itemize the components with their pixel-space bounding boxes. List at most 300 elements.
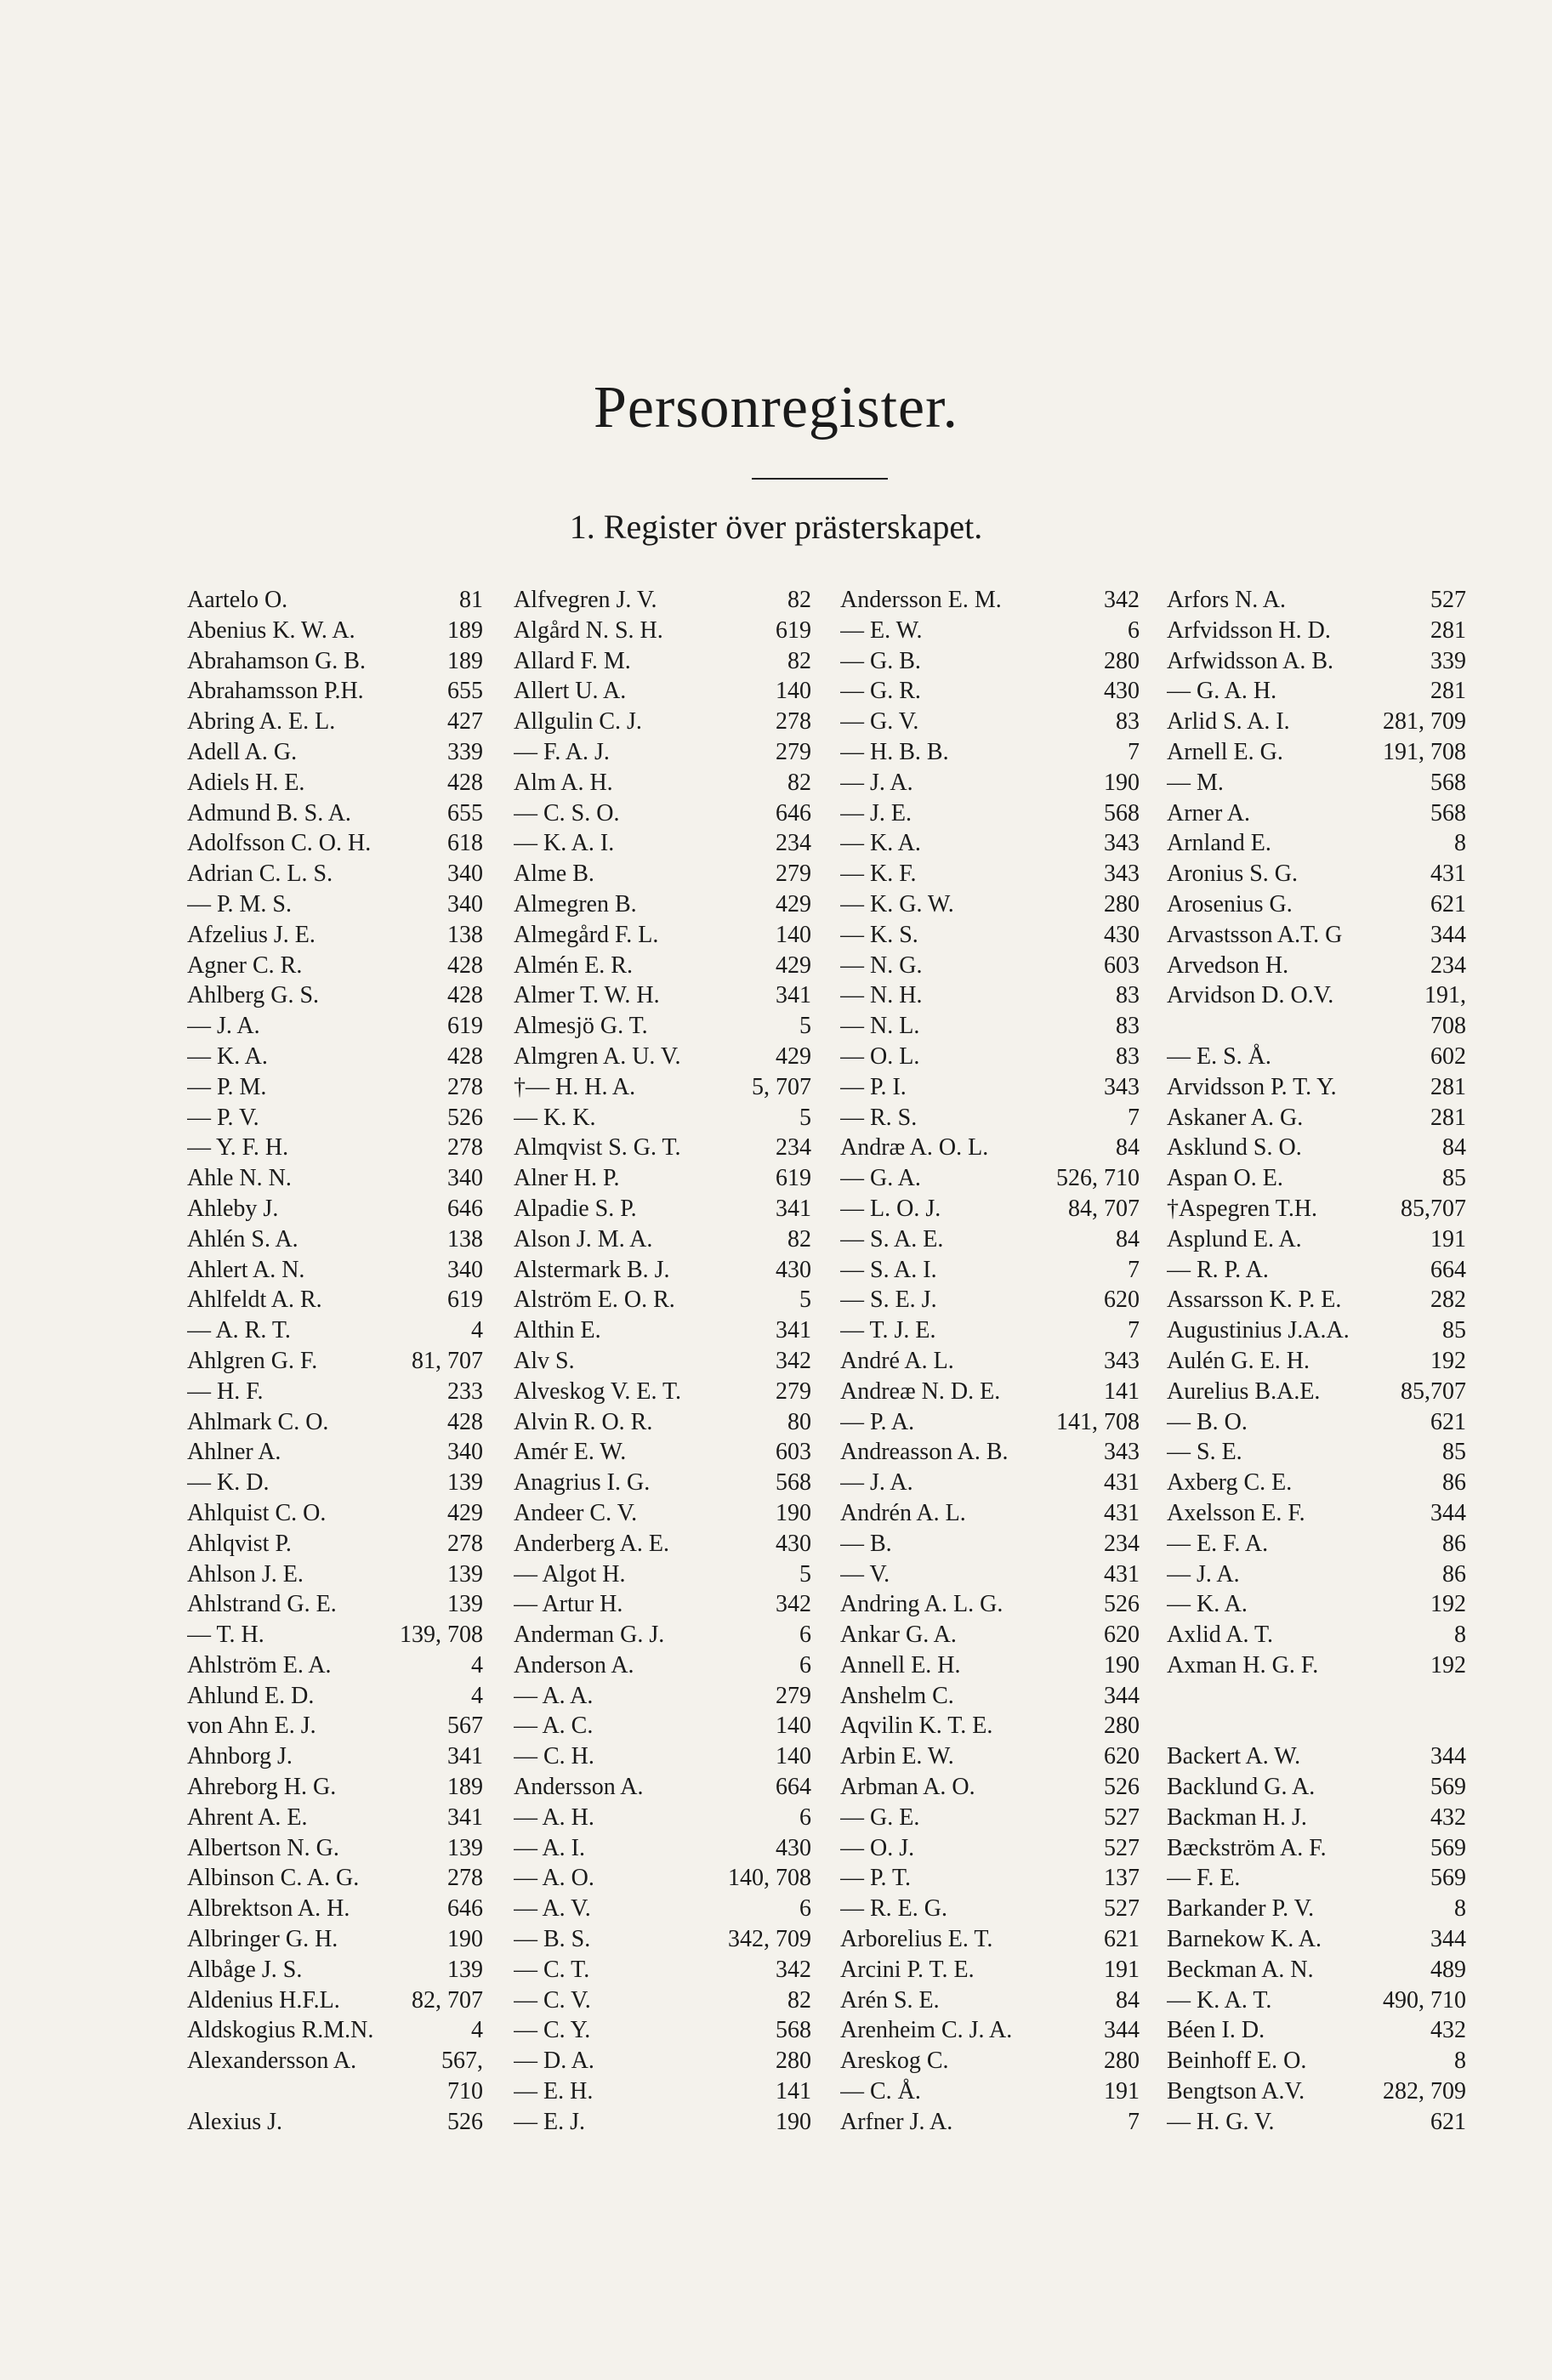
entry-name: Ahlberg G. S.	[187, 982, 320, 1009]
entry-pages: 281	[1430, 678, 1466, 705]
entry-name: — K. S.	[840, 921, 918, 948]
entry-name: Alpadie S. P.	[514, 1195, 637, 1222]
entry-pages: 86	[1442, 1560, 1466, 1588]
entry-pages: 664	[776, 1774, 811, 1801]
register-entry	[187, 1589, 483, 1620]
entry-pages: 340	[447, 1256, 483, 1283]
register-entry	[514, 1224, 811, 1255]
register-entry	[187, 1924, 483, 1955]
entry-pages: 82	[787, 647, 811, 674]
register-entry	[1167, 920, 1466, 951]
entry-name: Andersson A.	[514, 1774, 644, 1801]
entry-pages: 428	[447, 769, 483, 796]
register-entry	[840, 1224, 1140, 1255]
entry-name: Almén E. R.	[514, 951, 633, 979]
entry-pages: 82, 707	[412, 1986, 483, 2014]
entry-pages: 646	[447, 1895, 483, 1923]
register-entry	[840, 920, 1140, 951]
entry-pages: 621	[1104, 1926, 1140, 1953]
register-entry	[1167, 1407, 1466, 1438]
entry-name: Almgren A. U. V.	[514, 1042, 681, 1070]
entry-name: Assarsson K. P. E.	[1167, 1287, 1342, 1314]
entry-pages: 567	[447, 1713, 483, 1740]
entry-pages: 141	[1104, 1377, 1140, 1405]
entry-name: — A. H.	[514, 1803, 594, 1831]
register-entry	[514, 1681, 811, 1712]
entry-name: Arborelius E. T.	[840, 1926, 993, 1953]
register-entry	[187, 1833, 483, 1864]
entry-name: Backert A. W.	[1167, 1743, 1301, 1770]
register-entry	[514, 1741, 811, 1772]
register-entry	[1167, 2015, 1466, 2046]
entry-name: Arbman A. O.	[840, 1774, 975, 1801]
register-entry	[187, 1346, 483, 1377]
register-entry	[1167, 1529, 1466, 1559]
register-entry	[514, 585, 811, 616]
register-entry	[514, 2076, 811, 2107]
register-entry	[1167, 1955, 1466, 1985]
entry-pages: 279	[776, 861, 811, 888]
entry-pages: 432	[1430, 2017, 1466, 2044]
entry-pages: 138	[447, 1225, 483, 1252]
entry-pages: 344	[1430, 1499, 1466, 1526]
entry-pages: 234	[776, 1134, 811, 1162]
entry-pages: 568	[1430, 799, 1466, 826]
register-entry	[840, 1924, 1140, 1955]
register-entry	[187, 951, 483, 981]
entry-name: Ahleby J.	[187, 1195, 279, 1222]
entry-pages: 342, 709	[728, 1926, 811, 1953]
entry-pages: 281	[1430, 616, 1466, 644]
entry-pages: 602	[1430, 1042, 1466, 1070]
register-entry	[1167, 1377, 1466, 1407]
entry-pages: 192	[1430, 1347, 1466, 1374]
entry-pages: 139	[447, 1834, 483, 1861]
entry-pages: 655	[447, 799, 483, 826]
register-entry	[514, 951, 811, 981]
register-entry	[187, 1103, 483, 1133]
entry-pages: 139	[447, 1560, 483, 1588]
entry-pages: 141, 708	[1056, 1408, 1140, 1435]
entry-pages: 429	[776, 1042, 811, 1070]
entry-pages: 527	[1104, 1803, 1140, 1831]
entry-pages: 8	[1454, 830, 1466, 857]
entry-name: — K. K.	[514, 1104, 596, 1131]
entry-pages: 526, 710	[1056, 1165, 1140, 1192]
entry-pages: 84, 707	[1068, 1195, 1140, 1222]
entry-name: — N. L.	[840, 1013, 920, 1040]
register-entry	[1167, 889, 1466, 920]
register-entry	[1167, 2076, 1466, 2107]
entry-pages: 344	[1430, 921, 1466, 948]
entry-pages: 5	[799, 1287, 811, 1314]
entry-pages: 7	[1128, 1317, 1140, 1344]
entry-name: Ahlgren G. F.	[187, 1347, 318, 1374]
entry-pages: 339	[447, 738, 483, 765]
entry-pages: 189	[447, 1774, 483, 1801]
entry-pages: 340	[447, 1439, 483, 1466]
entry-name: Asplund E. A.	[1167, 1225, 1302, 1252]
entry-pages: 526	[447, 1104, 483, 1131]
entry-name: — T. J. E.	[840, 1317, 936, 1344]
entry-pages: 192	[1430, 1651, 1466, 1678]
entry-pages: 430	[1104, 921, 1140, 948]
register-entry	[187, 920, 483, 951]
entry-pages: 618	[447, 830, 483, 857]
entry-name: Arner A.	[1167, 799, 1250, 826]
register-entry	[840, 1407, 1140, 1438]
entry-pages: 139	[447, 1591, 483, 1618]
entry-pages: 343	[1104, 1073, 1140, 1100]
entry-pages: 341	[776, 1317, 811, 1344]
entry-pages: 282, 709	[1383, 2078, 1466, 2105]
entry-name: †— H. H. A.	[514, 1073, 636, 1100]
entry-pages: 278	[447, 1073, 483, 1100]
entry-name: Alexandersson A.	[187, 2048, 357, 2075]
register-entry	[1167, 1315, 1466, 1346]
entry-name: Almqvist S. G. T.	[514, 1134, 681, 1162]
entry-pages: 280	[1104, 1713, 1140, 1740]
entry-pages: 526	[1104, 1774, 1140, 1801]
entry-pages: 137	[1104, 1865, 1140, 1892]
entry-name: Aldskogius R.M.N.	[187, 2017, 374, 2044]
entry-name: — Y. F. H.	[187, 1134, 289, 1162]
entry-pages: 619	[776, 616, 811, 644]
register-entry	[514, 889, 811, 920]
entry-name: Ahlner A.	[187, 1439, 281, 1466]
entry-name: — E. F. A.	[1167, 1530, 1269, 1557]
entry-pages: 190	[447, 1926, 483, 1953]
entry-name: — C. T.	[514, 1956, 590, 1983]
entry-pages: 430	[776, 1256, 811, 1283]
register-entry	[187, 1741, 483, 1772]
entry-pages: 342	[776, 1347, 811, 1374]
entry-pages: 428	[447, 982, 483, 1009]
register-entry	[514, 1894, 811, 1924]
entry-pages: 343	[1104, 1439, 1140, 1466]
entry-pages: 191	[1430, 1225, 1466, 1252]
entry-name: Abrahamsson P.H.	[187, 678, 364, 705]
register-entry	[840, 1468, 1140, 1498]
entry-name: Albrektson A. H.	[187, 1895, 350, 1923]
entry-pages: 344	[1430, 1743, 1466, 1770]
register-entry	[1167, 859, 1466, 889]
register-entry	[840, 1529, 1140, 1559]
entry-name: — F. E.	[1167, 1865, 1241, 1892]
entry-pages: 341	[447, 1743, 483, 1770]
entry-pages: 340	[447, 1165, 483, 1192]
register-entry	[840, 2046, 1140, 2076]
entry-pages: 85	[1442, 1165, 1466, 1192]
entry-pages: 6	[799, 1651, 811, 1678]
entry-pages: 4	[471, 1651, 483, 1678]
entry-name: Almegren B.	[514, 890, 637, 917]
entry-pages: 4	[471, 2017, 483, 2044]
entry-pages: 646	[447, 1195, 483, 1222]
entry-name: — C. V.	[514, 1986, 591, 2014]
entry-name: Amér E. W.	[514, 1439, 627, 1466]
entry-pages: 190	[1104, 769, 1140, 796]
entry-pages: 8	[1454, 1895, 1466, 1923]
entry-pages: 281, 709	[1383, 708, 1466, 736]
entry-pages: 81	[459, 587, 483, 613]
entry-pages: 83	[1116, 1042, 1140, 1070]
entry-name: Arvastsson A.T. G	[1167, 921, 1343, 948]
entry-name: Ahlfeldt A. R.	[187, 1287, 322, 1314]
register-entry	[840, 1285, 1140, 1315]
entry-pages: 84	[1116, 1134, 1140, 1162]
entry-name: — S. E.	[1167, 1439, 1242, 1466]
entry-pages: 280	[1104, 890, 1140, 917]
entry-name: Albertson N. G.	[187, 1834, 339, 1861]
entry-pages: 568	[1104, 799, 1140, 826]
entry-pages: 4	[471, 1317, 483, 1344]
entry-name: Andreasson A. B.	[840, 1439, 1009, 1466]
entry-name: Anshelm C.	[840, 1682, 954, 1709]
entry-pages: 279	[776, 1377, 811, 1405]
entry-pages: 86	[1442, 1469, 1466, 1497]
entry-pages: 140, 708	[728, 1865, 811, 1892]
entry-name: — H. G. V.	[1167, 2108, 1275, 2135]
entry-name: Adiels H. E.	[187, 769, 305, 796]
entry-pages: 431	[1104, 1499, 1140, 1526]
register-entry	[1167, 616, 1466, 646]
entry-name: Anderman G. J.	[514, 1622, 665, 1649]
register-entry	[840, 1863, 1140, 1894]
entry-name: — R. P. A.	[1167, 1256, 1269, 1283]
register-entry	[840, 585, 1140, 616]
entry-pages: 428	[447, 951, 483, 979]
entry-name: Arvidson D. O.V.	[1167, 982, 1334, 1009]
entry-pages: 527	[1104, 1834, 1140, 1861]
entry-pages: 490, 710	[1383, 1986, 1466, 2014]
entry-name: Arfvidsson H. D.	[1167, 616, 1331, 644]
entry-name: — P. I.	[840, 1073, 907, 1100]
entry-name: — A. A.	[514, 1682, 594, 1709]
entry-pages: 190	[1104, 1651, 1140, 1678]
entry-name: — Algot H.	[514, 1560, 626, 1588]
entry-name: von Ahn E. J.	[187, 1713, 316, 1740]
register-entry	[514, 980, 811, 1011]
entry-pages: 6	[799, 1803, 811, 1831]
entry-name: — Artur H.	[514, 1591, 623, 1618]
register-entry	[514, 707, 811, 737]
entry-name: Adrian C. L. S.	[187, 861, 333, 888]
entry-name: Althin E.	[514, 1317, 601, 1344]
entry-name: Andreæ N. D. E.	[840, 1377, 1001, 1405]
entry-pages: 621	[1430, 890, 1466, 917]
register-entry	[514, 1498, 811, 1529]
entry-name: — B.	[840, 1530, 892, 1557]
register-entry	[514, 2046, 811, 2076]
entry-pages: 190	[776, 1499, 811, 1526]
register-entry	[840, 768, 1140, 798]
entry-pages: 280	[1104, 2048, 1140, 2075]
entry-pages: 619	[776, 1165, 811, 1192]
register-entry	[1167, 2107, 1466, 2138]
entry-name: Aulén G. E. H.	[1167, 1347, 1310, 1374]
entry-name: Alme B.	[514, 861, 594, 888]
register-entry	[187, 707, 483, 737]
entry-name: Adolfsson C. O. H.	[187, 830, 372, 857]
register-entry	[514, 1133, 811, 1163]
entry-pages: 82	[787, 587, 811, 613]
register-entry	[840, 1377, 1140, 1407]
entry-pages: 664	[1430, 1256, 1466, 1283]
entry-name: Ahlmark C. O.	[187, 1408, 329, 1435]
register-entry	[1167, 1803, 1466, 1833]
entry-pages: 278	[447, 1530, 483, 1557]
register-entry	[840, 951, 1140, 981]
entry-name: — J. A.	[840, 1469, 913, 1497]
register-entry	[187, 1042, 483, 1072]
entry-name: Ahlson J. E.	[187, 1560, 304, 1588]
entry-name: — P. T.	[840, 1865, 911, 1892]
entry-name: — P. V.	[187, 1104, 259, 1131]
entry-name: — K. A.	[187, 1042, 268, 1070]
entry-name: — K. G. W.	[840, 890, 954, 917]
register-entry	[187, 1194, 483, 1224]
entry-name: — E. H.	[514, 2078, 594, 2105]
entry-pages: 527	[1430, 587, 1466, 613]
register-entry	[187, 1285, 483, 1315]
entry-name: Alveskog V. E. T.	[514, 1377, 682, 1405]
entry-pages: 6	[799, 1622, 811, 1649]
entry-pages: 190	[776, 2108, 811, 2135]
register-entry	[1167, 1072, 1466, 1103]
register-entry	[1167, 1255, 1466, 1286]
entry-pages: 430	[776, 1530, 811, 1557]
entry-name: — C. Å.	[840, 2078, 921, 2105]
entry-name: — A. O.	[514, 1865, 594, 1892]
entry-pages: 86	[1442, 1530, 1466, 1557]
entry-name: — K. A. I.	[514, 830, 615, 857]
entry-name: Alström E. O. R.	[514, 1287, 675, 1314]
register-entry	[187, 1498, 483, 1529]
entry-name: — O. J.	[840, 1834, 915, 1861]
entry-name: Alexius J.	[187, 2108, 282, 2135]
entry-pages: 342	[776, 1956, 811, 1983]
entry-name: — D. A.	[514, 2048, 594, 2075]
entry-pages: 234	[1104, 1530, 1140, 1557]
entry-name: — K. A.	[840, 830, 921, 857]
register-entry	[187, 889, 483, 920]
register-entry	[1167, 1833, 1466, 1864]
register-entry	[1167, 1103, 1466, 1133]
entry-name: — A. I.	[514, 1834, 585, 1861]
entry-pages: 568	[1430, 769, 1466, 796]
entry-pages: 84	[1116, 1986, 1140, 2014]
register-entry	[840, 1894, 1140, 1924]
entry-name: André A. L.	[840, 1347, 954, 1374]
register-entry	[1167, 737, 1466, 768]
entry-name: Alstermark B. J.	[514, 1256, 670, 1283]
entry-name: Aqvilin K. T. E.	[840, 1713, 993, 1740]
entry-name: Backman H. J.	[1167, 1803, 1307, 1831]
entry-name: †Aspegren T.H.	[1167, 1195, 1318, 1222]
entry-name: Axlid A. T.	[1167, 1622, 1273, 1649]
entry-name: — P. M. S.	[187, 890, 292, 917]
entry-pages: 85,707	[1401, 1377, 1466, 1405]
entry-name: Alner H. P.	[514, 1165, 620, 1192]
register-entry	[514, 1194, 811, 1224]
register-entry	[840, 1437, 1140, 1468]
entry-name: Albåge J. S.	[187, 1956, 303, 1983]
entry-pages: 655	[447, 678, 483, 705]
entry-name: Annell E. H.	[840, 1651, 961, 1678]
register-entry	[187, 2076, 483, 2107]
register-entry	[840, 1042, 1140, 1072]
register-entry	[187, 1255, 483, 1286]
entry-name: — G. A.	[840, 1165, 921, 1192]
register-entry	[1167, 1924, 1466, 1955]
entry-pages: 432	[1430, 1803, 1466, 1831]
entry-pages: 339	[1430, 647, 1466, 674]
register-entry	[187, 859, 483, 889]
register-entry	[187, 1650, 483, 1681]
entry-pages: 341	[447, 1803, 483, 1831]
register-entry	[514, 768, 811, 798]
entry-name: — R. E. G.	[840, 1895, 947, 1923]
entry-name: Backlund G. A.	[1167, 1774, 1316, 1801]
entry-name: Afzelius J. E.	[187, 921, 316, 948]
entry-name: — O. L.	[840, 1042, 920, 1070]
entry-name: Aronius S. G.	[1167, 861, 1299, 888]
entry-pages: 708	[1430, 1013, 1466, 1040]
entry-pages: 603	[776, 1439, 811, 1466]
register-entry	[840, 737, 1140, 768]
register-entry	[187, 1681, 483, 1712]
entry-name: Arenheim C. J. A.	[840, 2017, 1013, 2044]
entry-pages: 141	[776, 2078, 811, 2105]
register-entry	[187, 1620, 483, 1650]
entry-name: Beckman A. N.	[1167, 1956, 1314, 1983]
entry-name: — C. H.	[514, 1743, 594, 1770]
register-entry	[840, 2107, 1140, 2138]
entry-name: — K. A. T.	[1167, 1986, 1272, 2014]
entry-name: — K. A.	[1167, 1591, 1248, 1618]
register-entry	[840, 1711, 1140, 1741]
register-entry	[514, 798, 811, 829]
register-entry	[1167, 1620, 1466, 1650]
entry-name: Ahreborg H. G.	[187, 1774, 337, 1801]
register-entry	[1167, 1589, 1466, 1620]
entry-name: — A. C.	[514, 1713, 594, 1740]
register-entry	[1167, 646, 1466, 677]
register-entry	[840, 1072, 1140, 1103]
entry-pages: 646	[776, 799, 811, 826]
register-entry	[187, 1011, 483, 1042]
register-entry	[840, 676, 1140, 707]
entry-name: Arvidsson P. T. Y.	[1167, 1073, 1337, 1100]
register-entry	[1167, 768, 1466, 798]
register-entry	[514, 2107, 811, 2138]
entry-pages: 281	[1430, 1073, 1466, 1100]
entry-name: — C. S. O.	[514, 799, 620, 826]
register-entry	[514, 1559, 811, 1590]
register-entry	[840, 859, 1140, 889]
entry-name: — V.	[840, 1560, 890, 1588]
register-entry	[514, 1863, 811, 1894]
register-entry	[840, 1803, 1140, 1833]
register-entry	[840, 616, 1140, 646]
register-column-3	[840, 585, 1140, 2138]
register-entry	[514, 1620, 811, 1650]
entry-name: Andring A. L. G.	[840, 1591, 1003, 1618]
register-entry	[514, 1589, 811, 1620]
entry-pages: 620	[1104, 1287, 1140, 1314]
register-entry	[840, 2015, 1140, 2046]
